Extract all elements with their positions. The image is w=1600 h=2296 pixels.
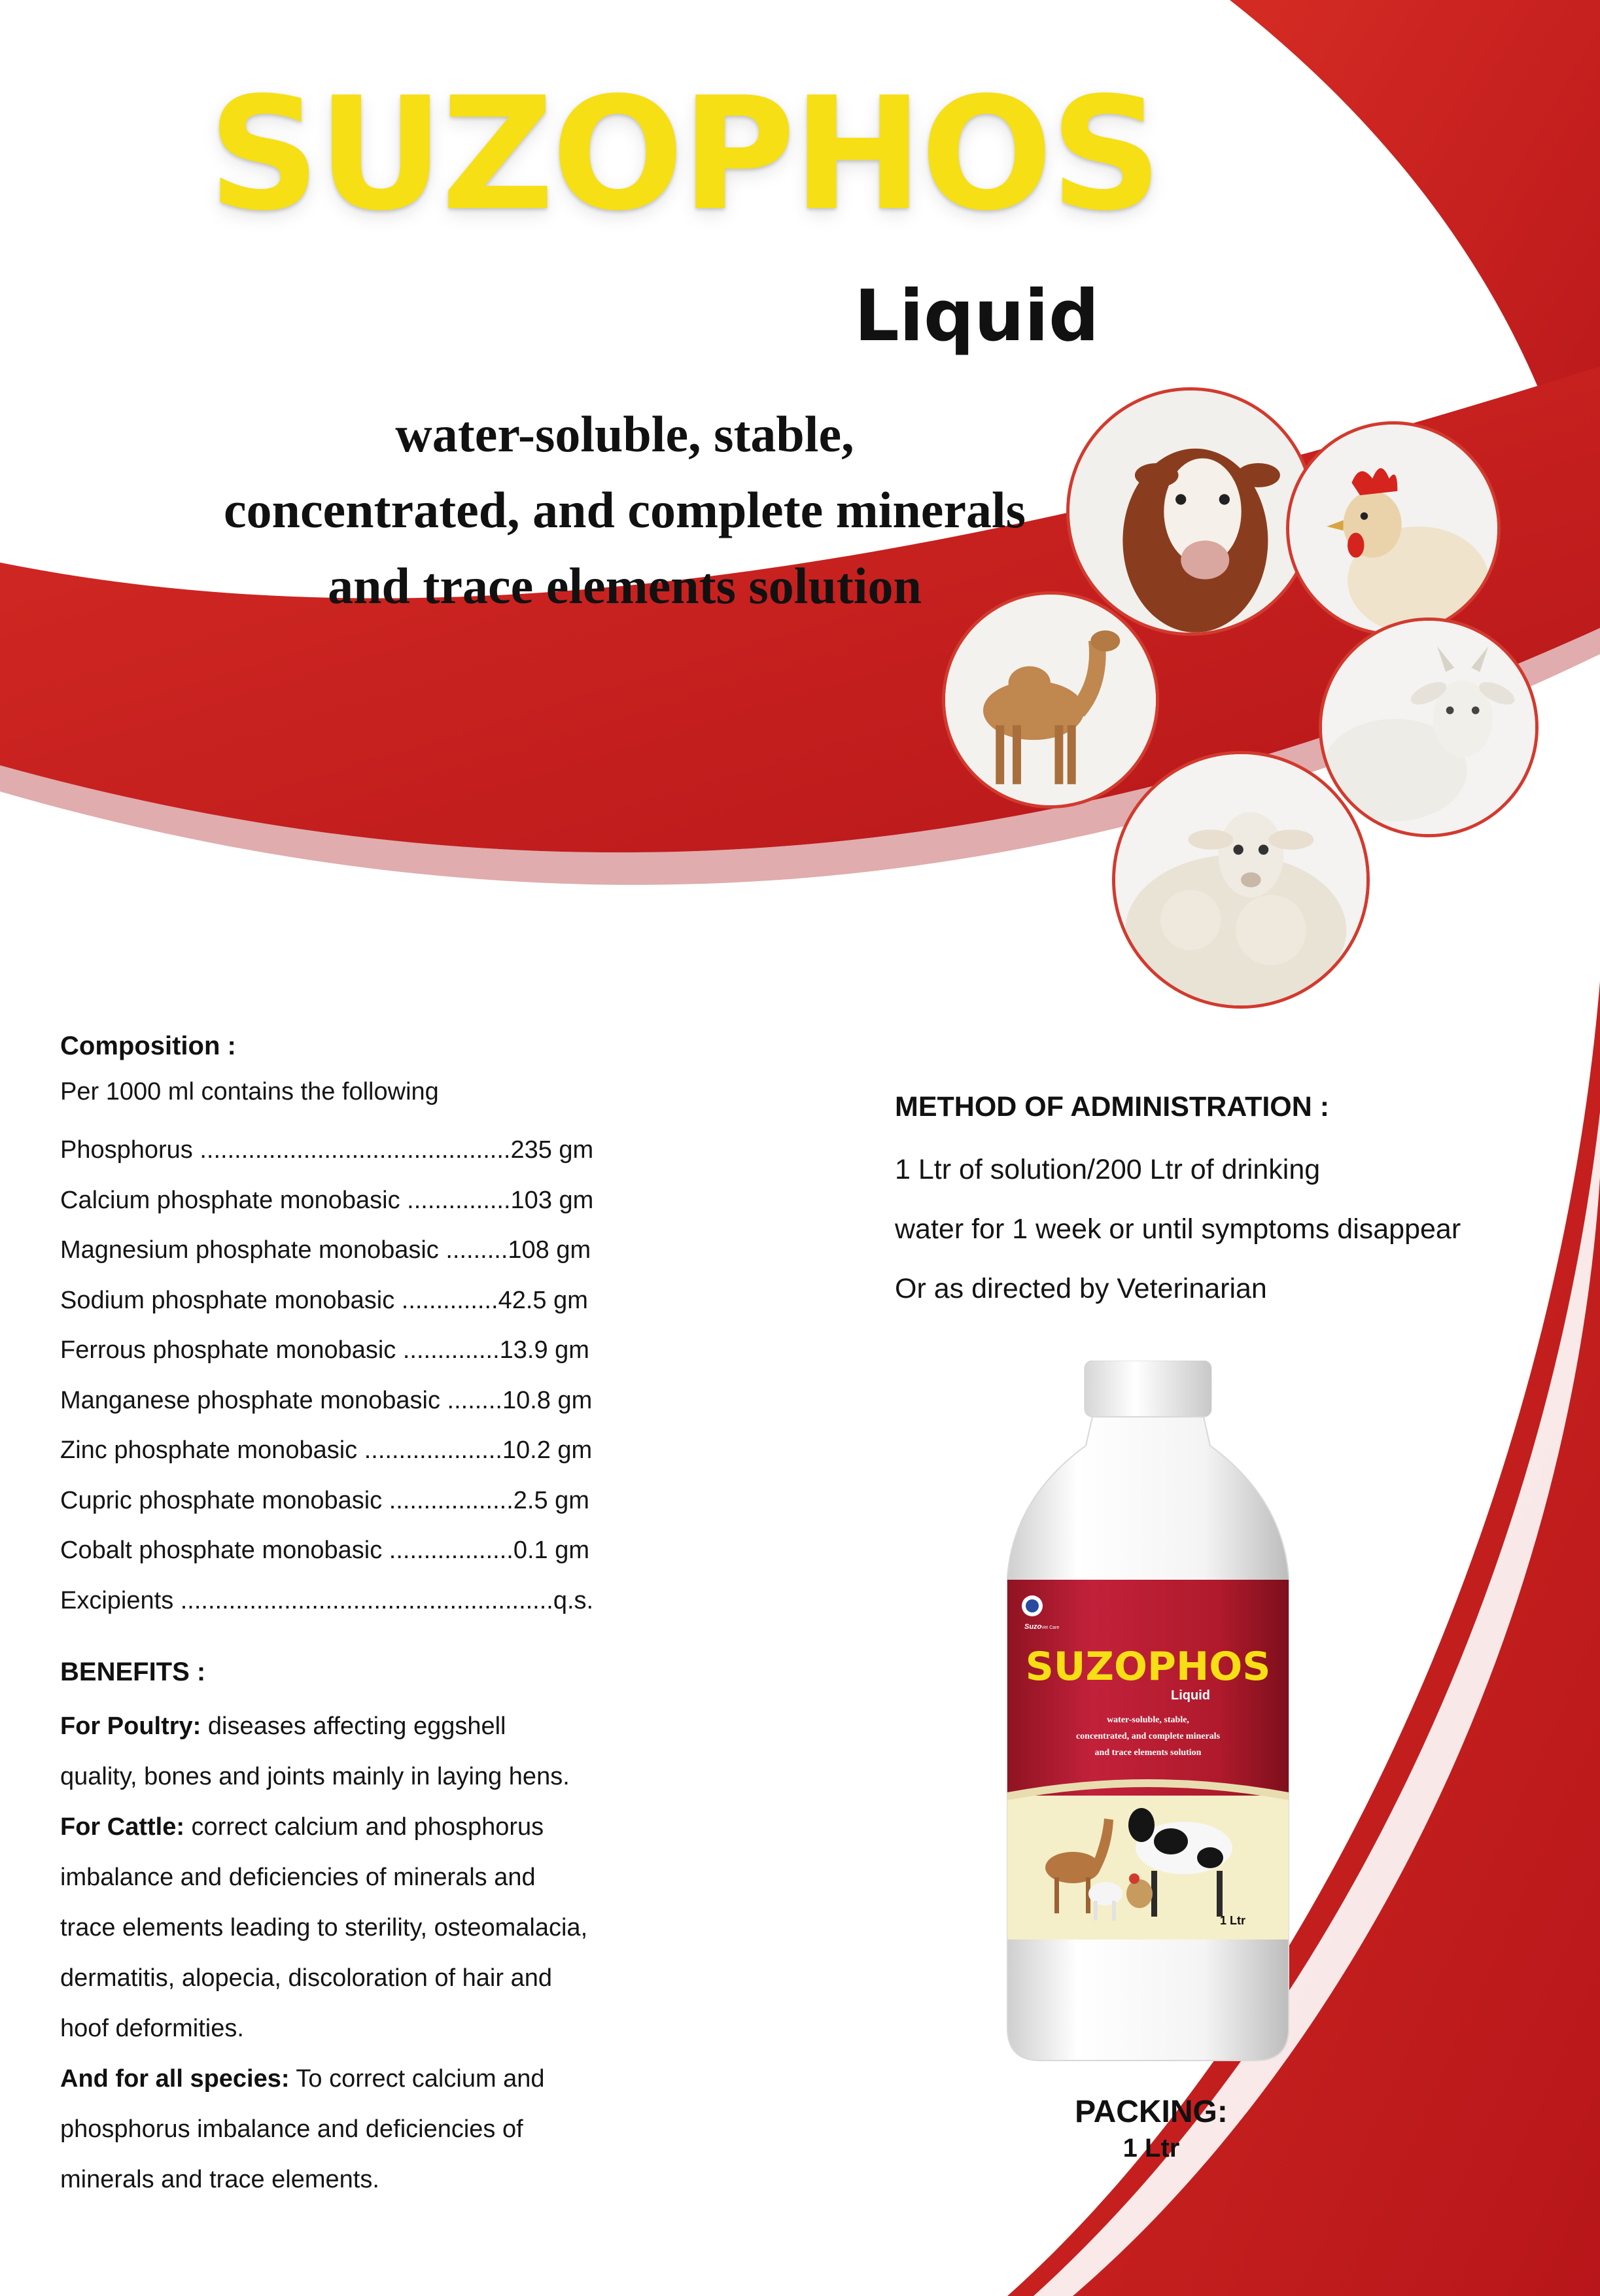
tagline-line: water-soluble, stable, <box>395 406 854 462</box>
composition-item: Zinc phosphate monobasic ....................10.2 gm <box>60 1436 593 1464</box>
packing-value: 1 Ltr <box>1122 2133 1180 2163</box>
method-line: Or as directed by Veterinarian <box>895 1273 1267 1304</box>
bottle-brand: Suzo <box>1024 1623 1042 1631</box>
benefit-line: For Poultry: diseases affecting eggshell <box>60 1713 506 1740</box>
bottle-variant: Liquid <box>1171 1688 1210 1703</box>
bottle-tagline-line: concentrated, and complete minerals <box>1075 1731 1221 1741</box>
composition-item: Magnesium phosphate monobasic .........108 gm <box>60 1236 591 1264</box>
packing-title: PACKING: <box>1075 2095 1228 2129</box>
bottle-volume: 1 Ltr <box>1220 1914 1246 1927</box>
camel-image <box>942 591 1159 809</box>
packing-section <box>1034 2093 1269 2165</box>
tagline <box>196 396 1053 624</box>
composition-item: Cobalt phosphate monobasic ..................0.1 gm <box>60 1537 589 1564</box>
benefit-line: minerals and trace elements. <box>60 2166 379 2193</box>
composition-item: Phosphorus .............................................235 gm <box>60 1136 594 1164</box>
benefits-section <box>60 1658 649 2205</box>
bottle-tagline-line: water-soluble, stable, <box>1107 1715 1189 1725</box>
composition-item: Excipients ......................................................q.s. <box>60 1586 594 1614</box>
composition-item: Calcium phosphate monobasic ...............103 gm <box>60 1186 594 1214</box>
benefit-line: imbalance and deficiencies of minerals and <box>60 1864 536 1891</box>
product-bottle-image <box>994 1361 1302 2064</box>
bottle-brand-suffix: Vet Care <box>1041 1626 1060 1630</box>
sheep-image <box>1112 751 1370 1009</box>
benefit-line: And for all species: To correct calcium and <box>60 2065 545 2093</box>
cow-image <box>1066 387 1315 636</box>
goat-image <box>1319 617 1539 837</box>
tagline-line: concentrated, and complete minerals <box>223 481 1026 538</box>
benefit-line: trace elements leading to sterility, osteomalacia, <box>60 1914 588 1941</box>
tagline-line: and trace elements solution <box>328 557 922 614</box>
composition-intro: Per 1000 ml contains the following <box>60 1078 439 1105</box>
product-title: SUZOPHOS <box>208 64 1160 245</box>
composition-item: Sodium phosphate monobasic ..............42.5 gm <box>60 1286 588 1314</box>
method-line: 1 Ltr of solution/200 Ltr of drinking <box>895 1154 1321 1185</box>
composition-title: Composition : <box>60 1032 236 1060</box>
method-title: METHOD OF ADMINISTRATION : <box>895 1091 1330 1122</box>
benefit-line: dermatitis, alopecia, discoloration of hair and <box>60 1964 552 1992</box>
product-variant: Liquid <box>854 275 1100 357</box>
benefit-line: phosphorus imbalance and deficiencies of <box>60 2115 523 2143</box>
benefit-line: For Cattle: correct calcium and phosphorus <box>60 1813 544 1841</box>
composition-item: Manganese phosphate monobasic ........10.8 gm <box>60 1386 593 1414</box>
bottle-product-name: SUZOPHOS <box>1025 1644 1271 1690</box>
benefit-line: quality, bones and joints mainly in laying hens. <box>60 1763 570 1790</box>
composition-item: Cupric phosphate monobasic ..................2.5 gm <box>60 1486 589 1514</box>
composition-section <box>60 1032 649 1626</box>
benefit-line: hoof deformities. <box>60 2015 244 2042</box>
method-line: water for 1 week or until symptoms disappear <box>895 1213 1461 1245</box>
bottle-tagline-line: and trace elements solution <box>1094 1748 1202 1758</box>
composition-item: Ferrous phosphate monobasic ..............13.9 gm <box>60 1336 589 1364</box>
method-section <box>895 1091 1562 1319</box>
benefits-title: BENEFITS : <box>60 1658 206 1686</box>
chicken-image <box>1286 421 1501 636</box>
